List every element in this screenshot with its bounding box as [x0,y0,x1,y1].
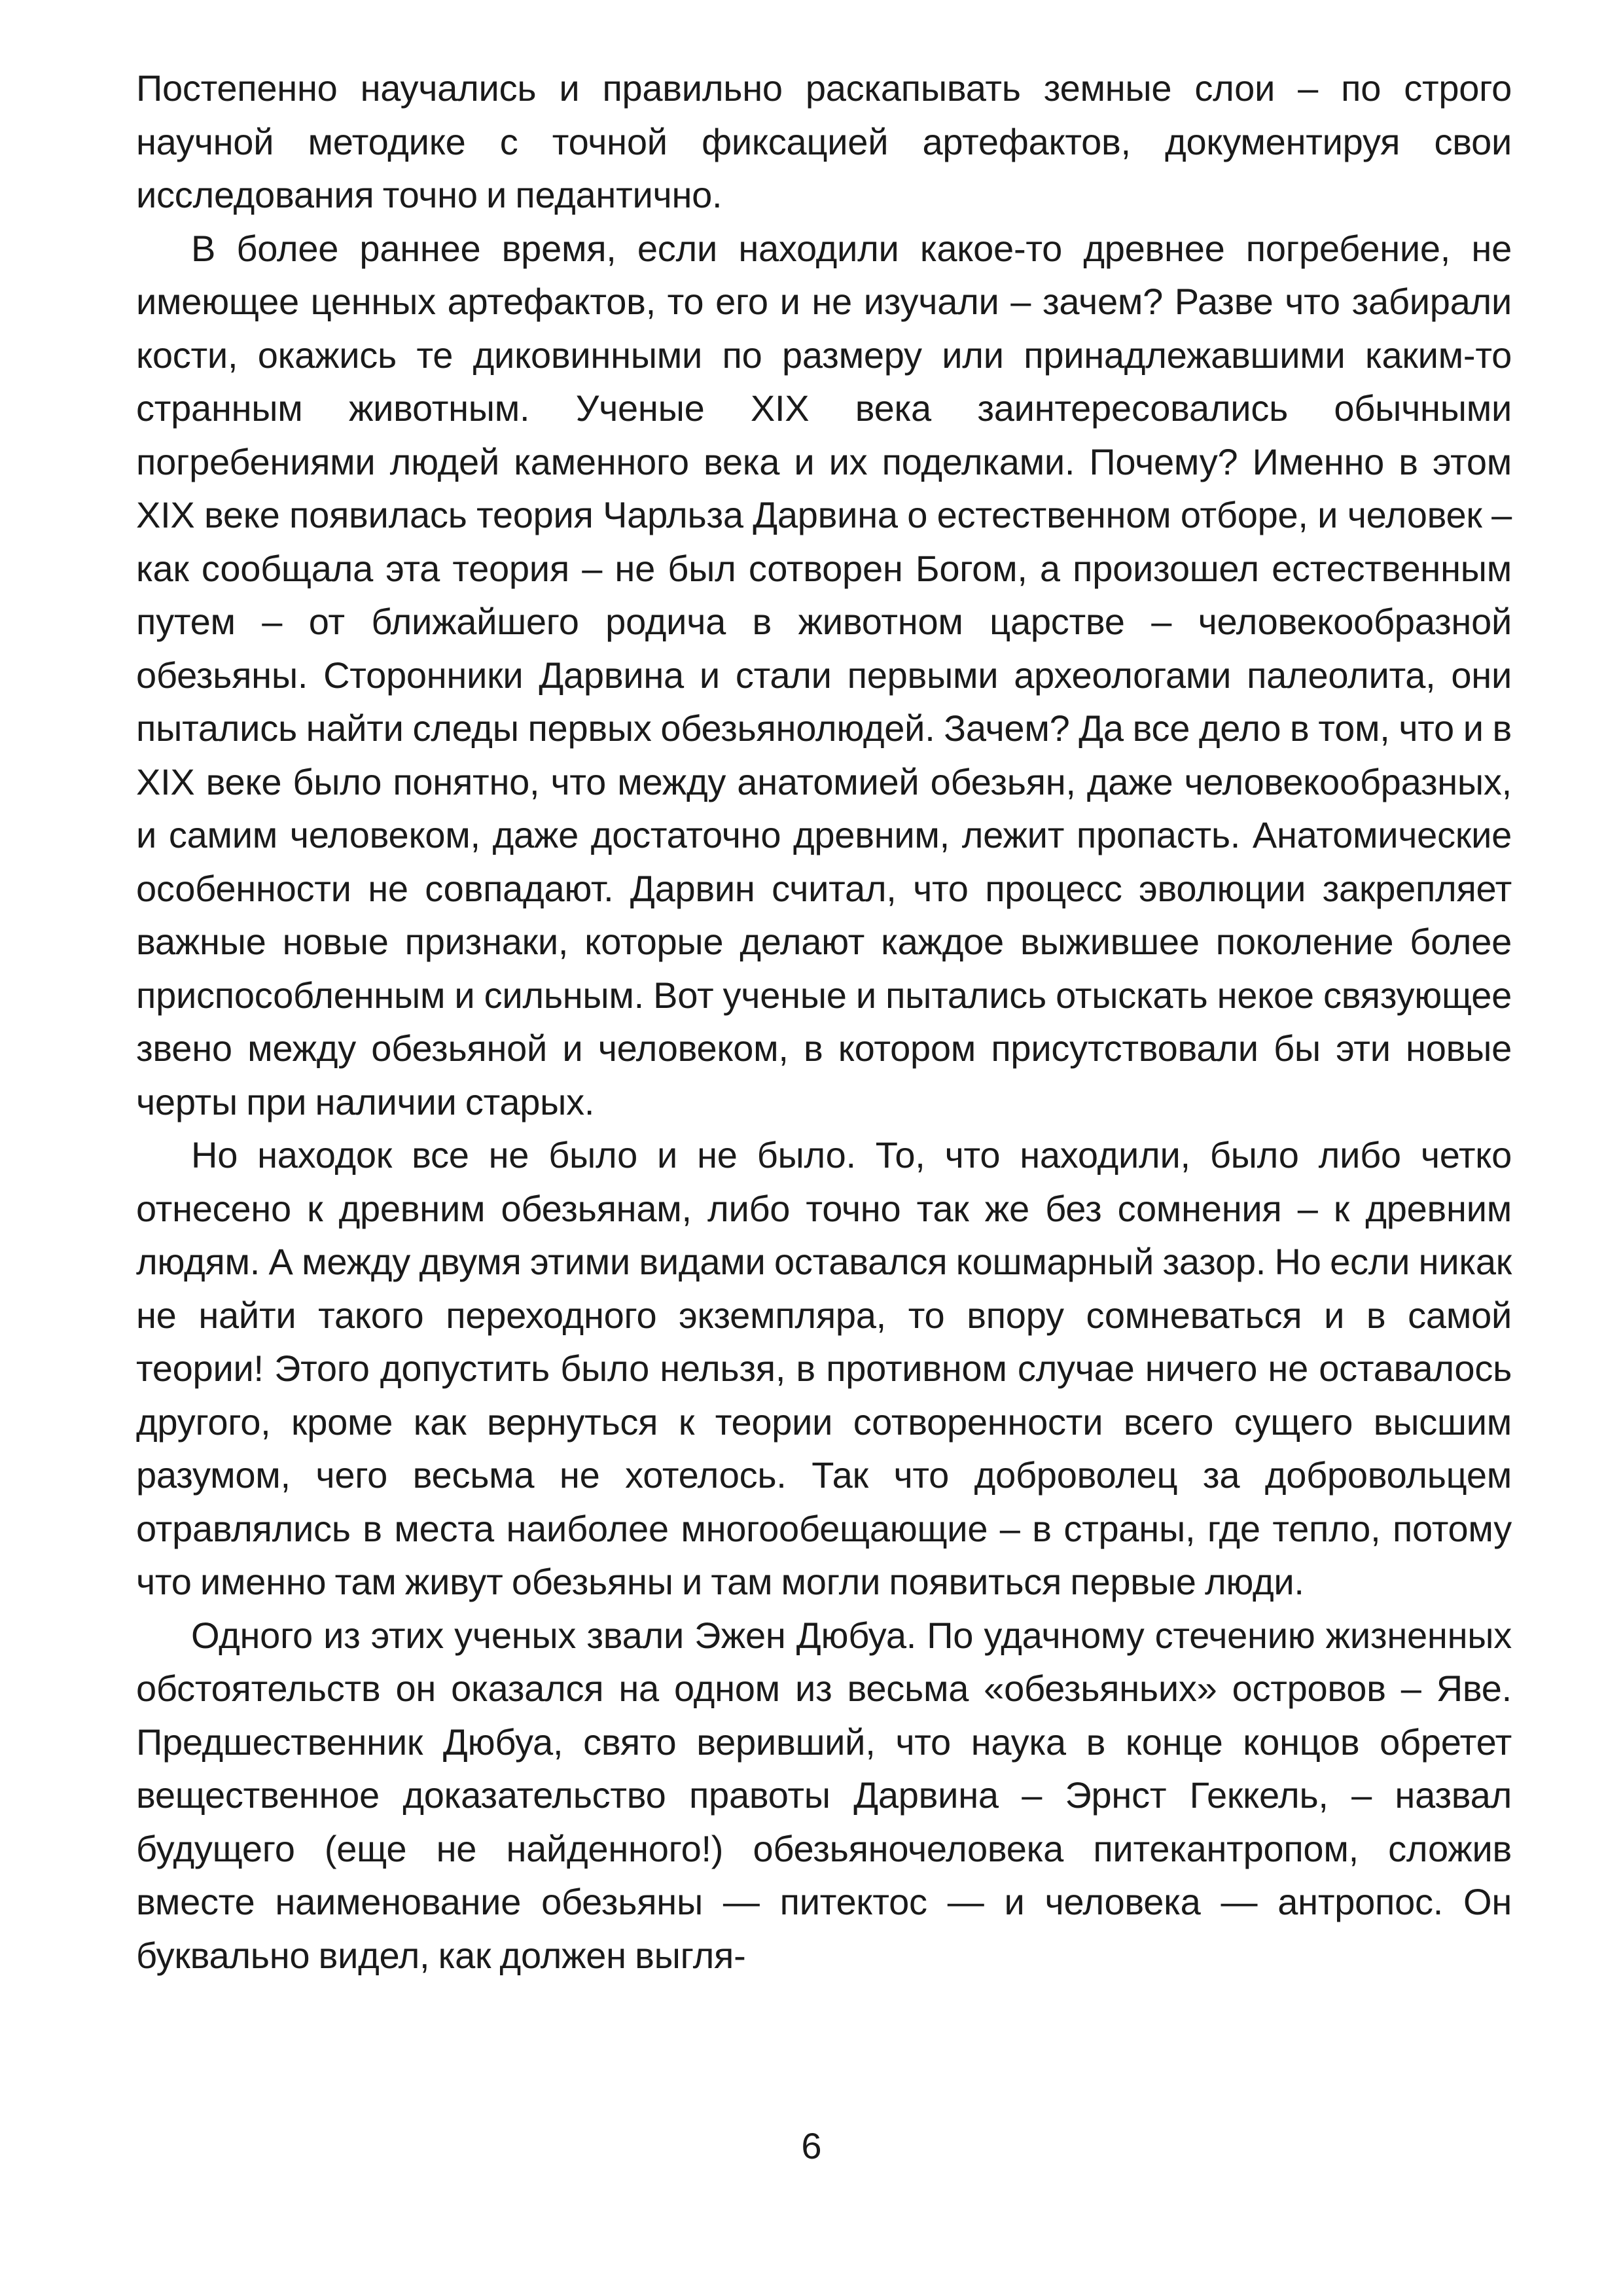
paragraph: Но находок все не было и не было. То, что находили, было либо четко отнесено к древним обезьянам, либо точно так же без сомнения – к древним людям. А между двумя этими видами оставался кошмарный зазор. Но если никак не найти такого переходного экземпляра, то впору сомневаться и в самой теории! Этого допустить было нельзя, в противном случае ничего не оставалось другого, кроме как вернуться к теории сотворенности всего сущего высшим разумом, чего весьма не хотелось. Так что доброволец за добровольцем отравлялись в места наиболее многообещающие – в страны, где тепло, потому что именно там живут обезьяны и там могли появиться первые люди. [136,1134,1512,1602]
paragraph: Постепенно научались и правильно раскапывать земные слои – по строго научной методике с точной фиксацией артефактов, документируя свои исследования точно и педантично. [136,67,1512,215]
page-number: 6 [801,2125,822,2166]
page-body [136,62,1512,1982]
paragraph: В более раннее время, если находили какое-то древнее погребение, не имеющее ценных артефактов, то его и не изучали – зачем? Разве что забирали кости, окажись те диковинными по размеру или принадлежавшими каким-то странным животным. Ученые XIX века заинтересовались обычными погребениями людей каменного века и их поделками. Почему? Именно в этом XIX веке появилась теория Чарльза Дарвина о естественном отборе, и человек – как сообщала эта теория – не был сотворен Богом, а произошел естественным путем – от ближайшего родича в животном царстве – человекообразной обезьяны. Сторонники Дарвина и стали первыми археологами палеолита, они пытались найти следы первых обезьянолюдей. Зачем? Да все дело в том, что и в XIX веке было понятно, что между анатомией обезьян, даже человекообразных, и самим человеком, даже достаточно древним, лежит пропасть. Анатомические особенности не совпадают. Дарвин считал, что процесс эволюции закрепляет важные новые признаки, которые делают каждое выжившее поколение более приспособленным и сильным. Вот ученые и пытались отыскать некое связующее звено между обезьяной и человеком, в котором присутствовали бы эти новые черты при наличии старых. [136,227,1512,1122]
paragraph: Одного из этих ученых звали Эжен Дюбуа. По удачному стечению жизненных обстоятельств он оказался на одном из весьма «обезьяньих» островов – Яве. Предшественник Дюбуа, свято веривший, что наука в конце концов обретет вещественное доказательство правоты Дарвина – Эрнст Геккель, – назвал будущего (еще не найденного!) обезьяночеловека питекантропом, сложив вместе наименование обезьяны — питектос — и человека — антропос. Он буквально видел, как должен выгля- [136,1614,1512,1976]
